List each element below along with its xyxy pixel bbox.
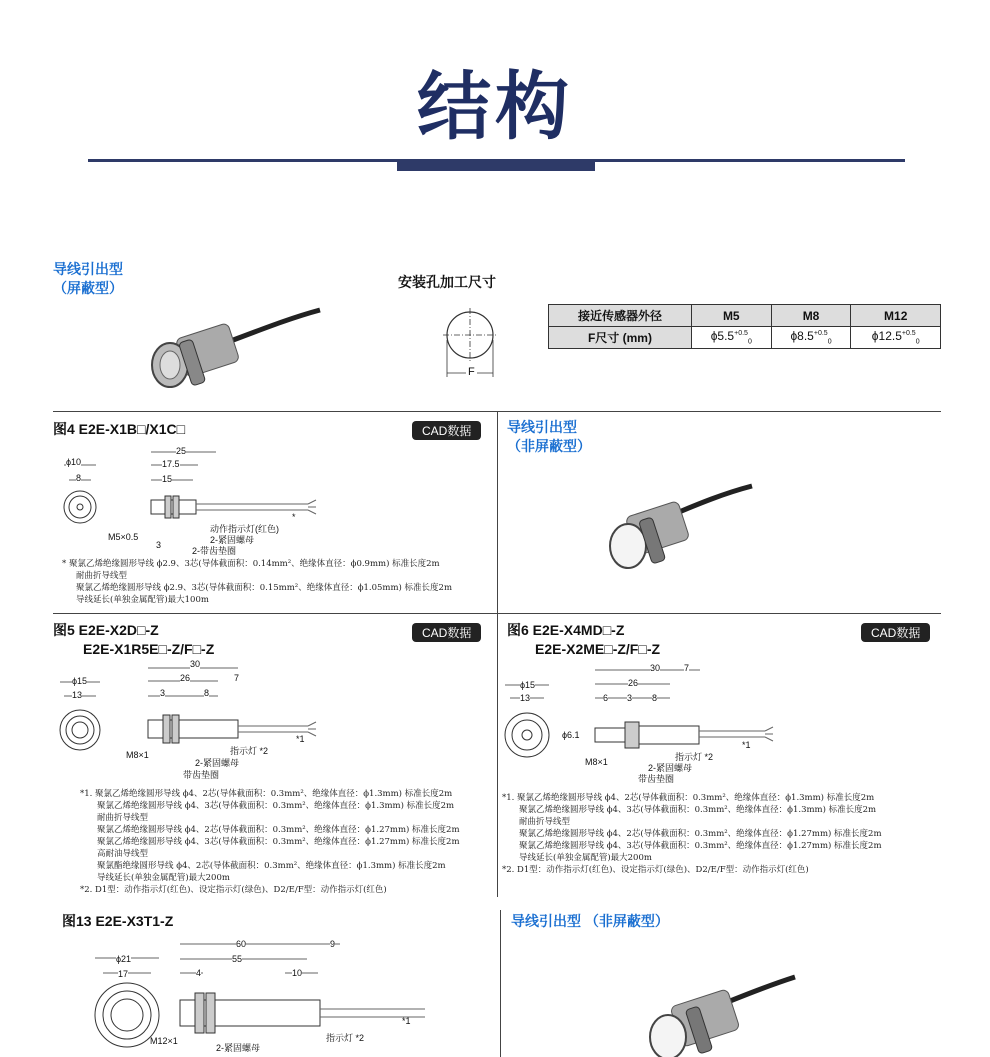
fig6-note-line: 聚氯乙烯绝缘圆形导线 ϕ4、3芯(导体截面积：0.3mm²、绝缘体直径：ϕ1.27mm) 标准长度2m <box>519 841 882 851</box>
fig5-subtitle: E2E-X1R5E□-Z/F□-Z <box>83 641 215 657</box>
fig6-note-line: 导线延长(单独金属配管)最大200m <box>519 853 652 863</box>
fig4-cad-button[interactable]: CAD数据 <box>412 421 481 440</box>
fig4-note-line: 耐曲折导线型 <box>76 571 128 581</box>
fig4-note-line: 导线延长(单独金属配管)最大100m <box>76 595 209 605</box>
fig5-callout-led: 指示灯 *2 <box>230 746 269 756</box>
fig5-dim-d3: 3 <box>160 688 166 698</box>
fig13-drawing <box>85 935 435 1057</box>
fig4-dim-d15: 15 <box>162 474 173 484</box>
fig5-dim-thread: M8×1 <box>126 750 149 760</box>
fig6-note-line: 耐曲折导线型 <box>519 817 571 827</box>
table-cell: F尺寸 (mm) <box>549 327 692 349</box>
fig5-dim-d30: 30 <box>190 659 201 669</box>
fig13-title: 图13 E2E-X3T1-Z <box>62 913 174 929</box>
fig13-dim-d55: 55 <box>232 954 243 964</box>
fig5-dim-d13: 13 <box>72 690 83 700</box>
fig6-dim-d13: 13 <box>520 693 531 703</box>
table-header-row <box>549 305 941 327</box>
fig4-callout-led: 动作指示灯(红色) <box>210 524 279 534</box>
fig13-callout-led: 指示灯 *2 <box>326 1033 365 1043</box>
fig6-dim-d3: 3 <box>627 693 633 703</box>
fig5-callout-star1: *1 <box>296 734 305 744</box>
title-divider-accent <box>397 159 595 171</box>
fig5-note-line: *1. 聚氯乙烯绝缘圆形导线 ϕ4、2芯(导体截面积：0.3mm²、绝缘体直径：ϕ1.3mm) 标准长度2m <box>80 789 453 799</box>
fig4-dim-d10: ϕ10 <box>66 457 82 467</box>
table-header-cell: M8 <box>771 305 851 327</box>
fig13-dim-d17: 17 <box>118 969 129 979</box>
page-title: 结构 <box>417 64 573 150</box>
fig5-title: 图5 E2E-X2D□-Z <box>53 622 159 638</box>
fig6-subtitle: E2E-X2ME□-Z/F□-Z <box>535 641 661 657</box>
fig13-dim-d4: 4 <box>196 968 202 978</box>
fig6-dim-thread: M8×1 <box>585 757 608 767</box>
fig6-cad-button[interactable]: CAD数据 <box>861 623 930 642</box>
fig4-callout-washer: 2-带齿垫圈 <box>192 546 237 556</box>
fig6-dim-d6-1: ϕ6.1 <box>562 730 580 740</box>
section-heading-line2: （非屏蔽型） <box>507 438 591 454</box>
section-heading-unshielded-b: 导线引出型 （非屏蔽型） <box>511 913 669 929</box>
fig4-dim-thread: M5×0.5 <box>108 532 139 542</box>
fig5-note-line: 耐曲折导线型 <box>97 813 149 823</box>
fig6-callout-led: 指示灯 *2 <box>675 752 714 762</box>
fig5-dim-d15: ϕ15 <box>72 676 88 686</box>
fig13-dim-d9: 9 <box>330 939 336 949</box>
fig5-note-line: 聚氯酯绝缘圆形导线 ϕ4、2芯(导体截面积：0.3mm²、绝缘体直径：ϕ1.3mm) 标准长度2m <box>97 861 446 871</box>
table-header-cell: 接近传感器外径 <box>549 305 692 327</box>
sensor-photo-unshielded <box>600 478 760 573</box>
fig6-dim-d6: 6 <box>603 693 609 703</box>
sensor-photo-unshielded-b <box>640 965 810 1057</box>
fig4-title: 图4 E2E-X1B□/X1C□ <box>53 421 186 437</box>
table-header-cell: M12 <box>851 305 941 327</box>
grid-divider <box>497 411 498 897</box>
fig6-dim-d7: 7 <box>684 663 690 673</box>
fig6-callout-nut: 2-紧固螺母 <box>648 763 693 773</box>
table-cell: $\phi 8.5^{+0.5}_0$ <box>771 327 851 349</box>
fig5-dim-d7: 7 <box>234 673 240 683</box>
fig4-callout-nut: 2-紧固螺母 <box>210 535 255 545</box>
fig4-note-line: * 聚氯乙烯绝缘圆形导线 ϕ2.9、3芯(导体截面积：0.14mm²、绝缘体直径：ϕ0.9mm) 标准长度2m <box>62 559 440 569</box>
fig6-dim-d15: ϕ15 <box>520 680 536 690</box>
section-heading-shielded <box>53 260 123 298</box>
grid-divider <box>500 910 501 1057</box>
fig4-callout-star: * <box>292 512 296 522</box>
fig5-note-line: 导线延长(单独金属配管)最大200m <box>97 873 230 883</box>
fig6-note-line: 聚氯乙烯绝缘圆形导线 ϕ4、3芯(导体截面积：0.3mm²、绝缘体直径：ϕ1.3mm) 标准长度2m <box>519 805 877 815</box>
fig5-drawing <box>53 660 333 780</box>
fig5-note-line: 聚氯乙烯绝缘圆形导线 ϕ4、3芯(导体截面积：0.3mm²、绝缘体直径：ϕ1.3mm) 标准长度2m <box>97 801 455 811</box>
fig13-dim-thread: M12×1 <box>150 1036 178 1046</box>
fig6-note-line: *2. D1型：动作指示灯(红色)、设定指示灯(绿色)、D2/E/F型：动作指示灯(红色) <box>502 865 809 875</box>
section-heading-unshielded <box>507 418 591 456</box>
fig5-dim-d8: 8 <box>204 688 210 698</box>
table-cell: $\phi 5.5^{+0.5}_0$ <box>691 327 771 349</box>
fig5-note-line: *2. D1型：动作指示灯(红色)、设定指示灯(绿色)、D2/E/F型：动作指示灯(红色) <box>80 885 387 895</box>
fig5-callout-nut: 2-紧固螺母 <box>195 758 240 768</box>
table-header-cell: M5 <box>691 305 771 327</box>
table-cell: $\phi 12.5^{+0.5}_0$ <box>851 327 941 349</box>
fig6-dim-d30: 30 <box>650 663 661 673</box>
fig5-dim-d26: 26 <box>180 673 191 683</box>
fig4-dim-d17-5: 17.5 <box>162 459 180 469</box>
fig5-notes <box>80 788 460 896</box>
mount-hole-title: 安装孔加工尺寸 <box>398 274 496 290</box>
fig4-dim-d3: 3 <box>156 540 162 550</box>
fig6-note-line: 聚氯乙烯绝缘圆形导线 ϕ4、2芯(导体截面积：0.3mm²、绝缘体直径：ϕ1.27mm) 标准长度2m <box>519 829 882 839</box>
fig4-drawing <box>53 440 333 560</box>
fig13-callout-star1: *1 <box>402 1016 411 1026</box>
fig6-drawing <box>500 660 780 780</box>
fig5-note-line: 聚氯乙烯绝缘圆形导线 ϕ4、2芯(导体截面积：0.3mm²、绝缘体直径：ϕ1.27mm) 标准长度2m <box>97 825 460 835</box>
fig6-notes <box>502 792 882 876</box>
fig4-notes <box>62 558 452 606</box>
section-heading-line1: 导线引出型 <box>53 261 123 277</box>
fig13-dim-d10: 10 <box>292 968 303 978</box>
mount-hole-table <box>548 304 941 349</box>
fig13-callout-nut: 2-紧固螺母 <box>216 1043 261 1053</box>
mount-hole-f-label: F <box>468 366 475 378</box>
fig6-dim-d8: 8 <box>652 693 658 703</box>
fig5-note-line: 高耐油导线型 <box>97 849 149 859</box>
fig5-cad-button[interactable]: CAD数据 <box>412 623 481 642</box>
fig4-dim-d8: 8 <box>76 473 82 483</box>
fig4-note-line: 聚氯乙烯绝缘圆形导线 ϕ2.9、3芯(导体截面积：0.15mm²、绝缘体直径：ϕ1.05mm) 标准长度2m <box>76 583 453 593</box>
sensor-photo-shielded <box>140 300 330 400</box>
fig5-callout-washer: 带齿垫圈 <box>183 770 220 780</box>
fig6-note-line: *1. 聚氯乙烯绝缘圆形导线 ϕ4、2芯(导体截面积：0.3mm²、绝缘体直径：ϕ1.3mm) 标准长度2m <box>502 793 875 803</box>
section-heading-line2: （屏蔽型） <box>53 280 123 296</box>
fig13-dim-d21: ϕ21 <box>116 954 132 964</box>
fig6-title: 图6 E2E-X4MD□-Z <box>507 622 625 638</box>
fig6-callout-washer: 带齿垫圈 <box>638 774 675 784</box>
fig4-dim-d25: 25 <box>176 446 187 456</box>
fig13-dim-d60: 60 <box>236 939 247 949</box>
table-row <box>549 327 941 349</box>
fig6-dim-d26: 26 <box>628 678 639 688</box>
section-heading-line1: 导线引出型 <box>507 419 577 435</box>
fig5-note-line: 聚氯乙烯绝缘圆形导线 ϕ4、3芯(导体截面积：0.3mm²、绝缘体直径：ϕ1.27mm) 标准长度2m <box>97 837 460 847</box>
fig6-callout-star1: *1 <box>742 740 751 750</box>
